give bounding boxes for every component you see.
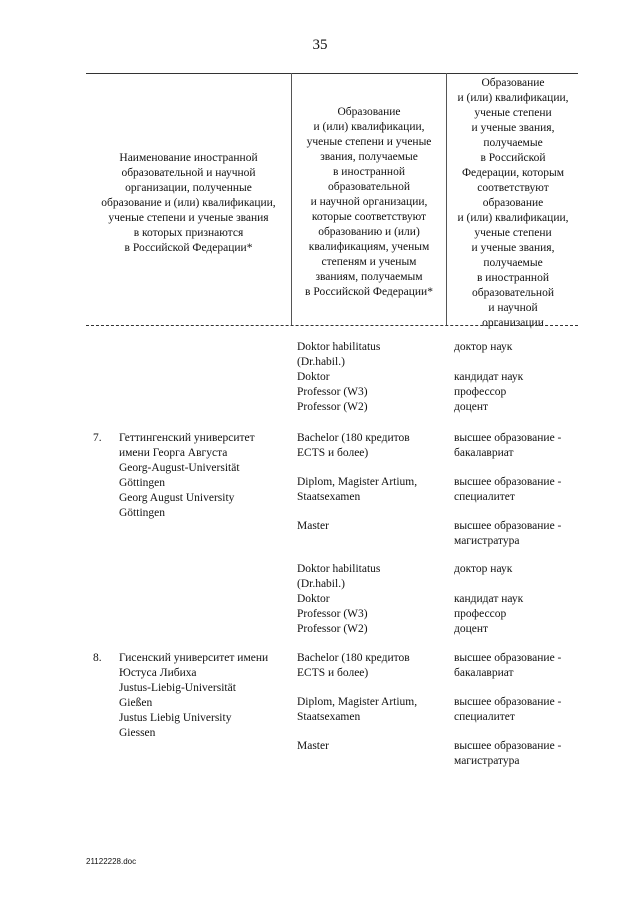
header-russian-qualification: Образование и (или) квалификации, ученые степени и ученые звания, получаемые в Российской Федерации, которым соответствуют образование и (или) квалификации, ученые степени и ученые звания, получаемые в иностранной образовательной и научной организации bbox=[457, 77, 569, 329]
organization-name: Гисенский университет имени Юстуса Либиха Justus-Liebig-Universität Gießen Justus Liebig University Giessen bbox=[119, 652, 269, 739]
foreign-qualification: Bachelor (180 кредитов ECTS и более) bbox=[297, 652, 410, 679]
table-top-rule bbox=[86, 73, 578, 74]
row-number: 7. bbox=[93, 432, 102, 444]
russian-qualification: высшее образование - бакалавриат bbox=[454, 652, 562, 679]
table-header-rule bbox=[86, 325, 578, 326]
russian-qualification: высшее образование - магистратура bbox=[454, 520, 562, 547]
russian-qualification: высшее образование - бакалавриат bbox=[454, 432, 562, 459]
column-divider-2 bbox=[446, 73, 447, 325]
foreign-qualification: Master bbox=[297, 740, 329, 752]
russian-qualification: доктор наук кандидат наук профессор доцент bbox=[454, 563, 524, 635]
foreign-qualification: Diplom, Magister Artium, Staatsexamen bbox=[297, 476, 418, 503]
footer-file-code: 21122228.doc bbox=[86, 857, 137, 866]
header-organization: Наименование иностранной образовательной и научной организации, полученные образование и (или) квалификации, ученые степени и ученые звания в которых признаются в Российской Федерации* bbox=[101, 152, 276, 254]
column-divider-1 bbox=[291, 73, 292, 325]
foreign-qualification: Master bbox=[297, 520, 329, 532]
russian-qualification: высшее образование - магистратура bbox=[454, 740, 562, 767]
russian-qualification: доктор наук кандидат наук профессор доцент bbox=[454, 341, 524, 413]
row-number: 8. bbox=[93, 652, 102, 664]
page-number: 35 bbox=[312, 37, 328, 53]
foreign-qualification: Bachelor (180 кредитов ECTS и более) bbox=[297, 432, 410, 459]
organization-name: Геттингенский университет имени Георга Августа Georg-August-Universität Göttingen Georg August University Göttingen bbox=[119, 432, 255, 519]
russian-qualification: высшее образование - специалитет bbox=[454, 476, 562, 503]
foreign-qualification: Doktor habilitatus (Dr.habil.) Doktor Professor (W3) Professor (W2) bbox=[297, 341, 381, 413]
foreign-qualification: Diplom, Magister Artium, Staatsexamen bbox=[297, 696, 418, 723]
foreign-qualification: Doktor habilitatus (Dr.habil.) Doktor Professor (W3) Professor (W2) bbox=[297, 563, 381, 635]
header-foreign-qualification: Образование и (или) квалификации, ученые степени и ученые звания, получаемые в иностранной образовательной и научной организации, которые соответствуют образованию и (или) квалификациям, ученым степеням и ученым званиям, получаемым в Российской Федерации* bbox=[305, 106, 433, 298]
russian-qualification: высшее образование - специалитет bbox=[454, 696, 562, 723]
